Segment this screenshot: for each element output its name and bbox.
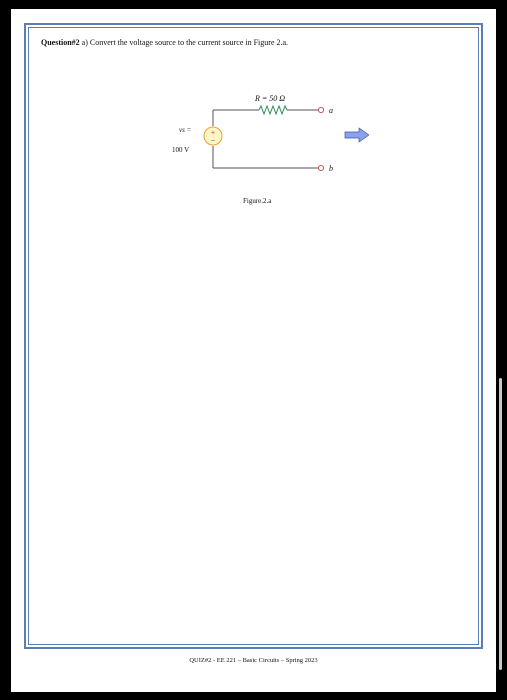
vertical-scrollbar[interactable] bbox=[499, 378, 502, 670]
figure-caption: Figure.2.a bbox=[243, 197, 272, 205]
terminal-a-label: a bbox=[329, 106, 333, 115]
page-footer: QUIZ#2 - EE 221 – Basic Circuits – Spring 2023 bbox=[189, 657, 318, 664]
conversion-arrow-icon bbox=[345, 128, 369, 142]
resistor-symbol bbox=[259, 106, 287, 114]
page-border bbox=[24, 23, 483, 649]
plus-sign: + bbox=[210, 128, 216, 137]
circuit-diagram bbox=[169, 88, 369, 203]
question-body: a) Convert the voltage source to the current source in Figure 2.a. bbox=[81, 38, 289, 47]
source-label-top: vs = bbox=[179, 126, 192, 134]
minus-sign: − bbox=[210, 136, 216, 145]
terminal-b-node bbox=[318, 165, 323, 170]
resistor-label: R = 50 Ω bbox=[255, 94, 286, 103]
document-page bbox=[11, 9, 496, 692]
terminal-b-label: b bbox=[329, 164, 333, 173]
source-label-bottom: 100 V bbox=[172, 146, 190, 154]
circuit-svg bbox=[169, 88, 369, 198]
question-text bbox=[41, 38, 288, 47]
question-label: Question#2 bbox=[41, 38, 80, 47]
page-border-inner bbox=[28, 27, 479, 645]
terminal-a-node bbox=[318, 107, 323, 112]
